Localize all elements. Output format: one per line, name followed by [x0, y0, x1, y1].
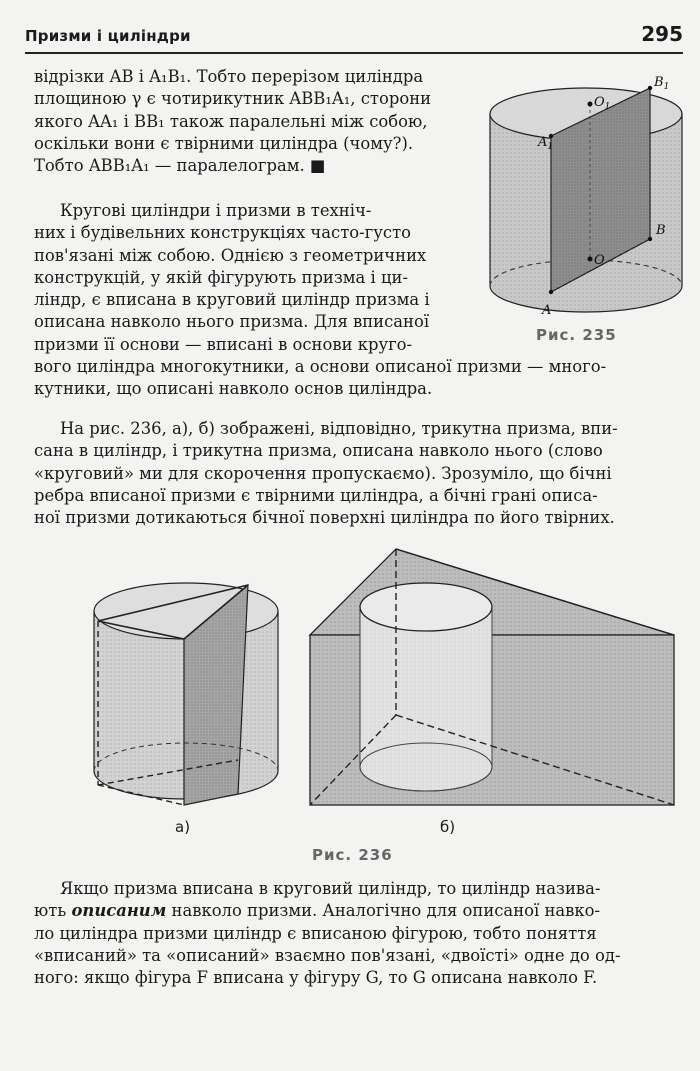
text-line: ребра вписаної призми є твірними циліндра, а бічні грані описа- — [34, 485, 598, 505]
label-b1: B — [654, 75, 664, 90]
text-line: оскільки вони є твірними циліндра (чому?). — [34, 133, 414, 153]
cylinder-top-base — [94, 583, 278, 639]
text-line: пов'язані між собою. Однією з геометричних — [34, 245, 427, 265]
text-line: сана в циліндр, і трикутна призма, описана навколо нього (слово — [34, 441, 603, 461]
figure-235-caption: Рис. 235 — [536, 326, 617, 344]
inscribed-cylinder-body — [360, 607, 492, 791]
text-line: На рис. 236, а), б) зображені, відповідно, трикутна призма, впи- — [60, 419, 618, 438]
paragraph-1 — [34, 66, 474, 177]
label-o1: O — [594, 95, 605, 110]
page-header — [25, 22, 683, 54]
label-b1-sub: 1 — [663, 82, 670, 92]
label-a: A — [542, 303, 552, 318]
text-line: «круговий» ми для скорочення пропускаємо). Зрозуміло, що бічні — [34, 463, 612, 483]
label-o1-sub: 1 — [604, 102, 611, 112]
running-title: Призми і циліндри — [25, 27, 191, 45]
point-a1 — [549, 134, 553, 138]
figure-236-caption: Рис. 236 — [312, 846, 393, 864]
text-line: якого AA₁ і BB₁ також паралельні між собою, — [34, 111, 428, 131]
text-line: ної призми дотикаються бічної поверхні циліндра по його твірних. — [34, 508, 615, 528]
label-a1-sub: 1 — [547, 142, 554, 152]
text-line: конструкцій, у якій фігурують призма і ци- — [34, 267, 408, 287]
text-line: Якщо призма вписана в круговий циліндр, то циліндр назива- — [60, 879, 601, 898]
text-span: навколо призми. Аналогічно для описаної навко- — [166, 901, 601, 921]
text-line: ліндр, є вписана в круговий циліндр призма і — [34, 290, 430, 310]
figure-235 — [478, 64, 683, 334]
text-line: ло циліндра призми циліндр є вписаною фігурою, тобто поняття — [34, 923, 597, 943]
text-line — [34, 900, 674, 922]
figure-236a-label: а) — [175, 818, 191, 836]
text-line: ного: якщо фігура F вписана у фігуру G, то G описана навколо F. — [34, 968, 598, 988]
text-span: ють — [34, 901, 72, 921]
inscribed-cylinder-top — [360, 583, 492, 631]
text-line: вого циліндра многокутники, а основи описаної призми — много- — [34, 357, 607, 377]
term-described: описаним — [71, 901, 167, 921]
text-line: площиною γ є чотирикутник ABB₁A₁, сторони — [34, 89, 432, 109]
point-a — [549, 290, 553, 294]
label-o: O — [594, 253, 605, 268]
text-line: описана навколо нього призма. Для вписаної — [34, 312, 430, 332]
paragraph-3 — [34, 418, 674, 529]
point-b1 — [648, 86, 652, 90]
figure-236b — [302, 545, 680, 817]
label-b: B — [656, 223, 666, 238]
paragraph-4 — [34, 878, 674, 989]
point-o — [588, 257, 593, 262]
figure-236b-label: б) — [440, 818, 456, 836]
point-b — [648, 237, 652, 241]
text-line: кутники, що описані навколо основ циліндра. — [34, 379, 433, 399]
text-line: відрізки AB і A₁B₁. Тобто перерізом циліндра — [34, 67, 424, 86]
text-line: «вписаний» та «описаний» взаємно пов'язані, «двоїсті» одне до од- — [34, 945, 621, 965]
text-line: них і будівельних конструкціях часто-густо — [34, 223, 412, 243]
text-line: Кругові циліндри і призми в техніч- — [60, 201, 372, 220]
page-number: 295 — [641, 22, 683, 46]
text-line: призми її основи — вписані в основи круго- — [34, 334, 413, 354]
point-o1 — [588, 102, 593, 107]
text-line: Тобто ABB₁A₁ — паралелограм. ■ — [34, 156, 326, 176]
figure-236a — [86, 575, 286, 815]
svg-text:B1 — [653, 75, 669, 92]
label-a1: A — [538, 135, 548, 150]
